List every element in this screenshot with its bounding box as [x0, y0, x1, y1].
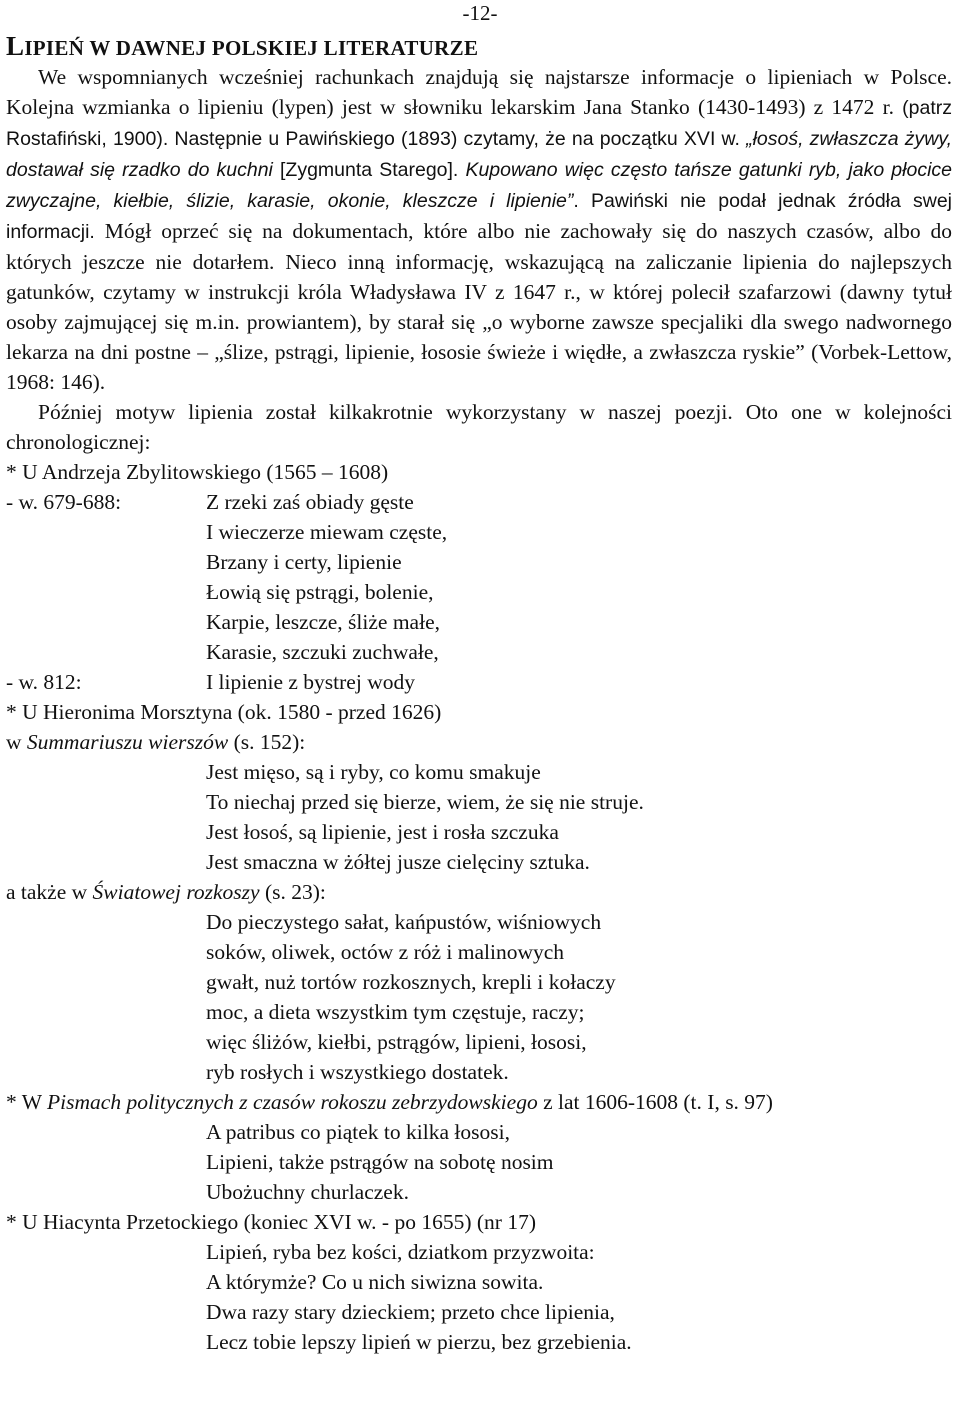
- verse-line: Jest łosoś, są lipienie, jest i rosła szczuka: [206, 820, 559, 844]
- verse-line: Ubożuchny churlaczek.: [206, 1180, 409, 1204]
- source-suffix: (s. 152):: [228, 730, 306, 754]
- verse-line: Łowią się pstrągi, bolenie,: [206, 580, 434, 604]
- verse-line: Lipieni, także pstrągów na sobotę nosim: [206, 1150, 554, 1174]
- source-prefix: * W: [6, 1090, 48, 1114]
- source-prefix: w: [6, 730, 27, 754]
- zbylitowski-header: * U Andrzeja Zbylitowskiego (1565 – 1608): [6, 460, 389, 484]
- verse-line: Karpie, leszcze, śliże małe,: [206, 610, 440, 634]
- verse-label: - w. 812:: [6, 670, 82, 694]
- source-prefix: a także w: [6, 880, 93, 904]
- verse-line: To niechaj przed się bierze, wiem, że się nie struje.: [206, 790, 644, 814]
- morsztyn-source-1: [6, 727, 952, 757]
- pisma-header: [6, 1087, 952, 1117]
- verse-line: więc śliżów, kiełbi, pstrągów, lipieni, łososi,: [206, 1030, 587, 1054]
- verse-line: ryb rosłych i wszystkiego dostatek.: [206, 1060, 509, 1084]
- verse-label: - w. 679-688:: [6, 490, 122, 514]
- morsztyn-source-2: [6, 877, 952, 907]
- verse-line: Dwa razy stary dzieckiem; przeto chce lipienia,: [206, 1300, 615, 1324]
- verse-row: [6, 487, 952, 517]
- poetry-intro-paragraph: Później motyw lipienia został kilkakrotnie wykorzystany w naszej poezji. Oto one w kolejności chronologicznej:: [6, 400, 952, 454]
- intro-text-g: Mógł oprzeć się na dokumentach, które albo nie zachowały się do naszych czasów, albo do których jeszcze nie dotarłem. Nieco inną informację, wskazującą na zaliczanie lipienia do najlepszych gatunków, czytamy w instrukcji króla Władysława IV z 1647 r., w której polecił szafarzowi (dawny tytuł osoby zajmującej się m.in. prowiantem), by starał się „o wyborne zawsze specjaliki dla swego nadwornego lekarza na dni postne – „ślize, pstrągi, lipienie, łososie świeże i więdłe, a zwłaszcza ryskie” (Vorbek-Lettow, 1968: 146).: [6, 219, 953, 394]
- verse-line: Jest mięso, są i ryby, co komu smakuje: [206, 760, 541, 784]
- verse-line: Do pieczystego sałat, kańpustów, wiśniowych: [206, 910, 602, 934]
- przetocki-header: * U Hiacynta Przetockiego (koniec XVI w. - po 1655) (nr 17): [6, 1210, 536, 1234]
- section-heading: [6, 32, 954, 62]
- verse-line: A którymże? Co u nich siwizna sowita.: [206, 1270, 544, 1294]
- quote-pawinski-1: „łosoś, zwłaszcza żywy, dostawał się rzadko do kuchni: [6, 128, 952, 181]
- intro-text-b: (patrz Rostafiński, 1900). Następnie u Pawińskiego (1893) czytamy, że na początku XVI w.: [6, 97, 952, 150]
- intro-text-f: . Pawiński nie podał jednak źródła swej informacji.: [6, 190, 953, 243]
- source-suffix: z lat 1606-1608 (t. I, s. 97): [537, 1090, 773, 1114]
- intro-paragraph: [6, 62, 952, 397]
- verse-line: Jest smaczna w żółtej jusze cielęciny sztuka.: [206, 850, 590, 874]
- heading-initial: L: [6, 31, 25, 61]
- source-title: Pismach politycznych z czasów rokoszu zebrzydowskiego: [47, 1090, 538, 1114]
- verse-line: gwałt, nuż tortów rozkosznych, krepli i kołaczy: [206, 970, 616, 994]
- source-title: Światowej rozkoszy: [92, 880, 260, 904]
- verse-line: moc, a dieta wszystkim tym częstuje, raczy;: [206, 1000, 585, 1024]
- verse-row: [6, 667, 952, 697]
- verse-line: A patribus co piątek to kilka łososi,: [206, 1120, 510, 1144]
- verse-line: Z rzeki zaś obiady gęste: [206, 490, 414, 514]
- verse-line: I lipienie z bystrej wody: [206, 670, 415, 694]
- body-text: [6, 62, 952, 1357]
- morsztyn-header: * U Hieronima Morsztyna (ok. 1580 - przed 1626): [6, 700, 442, 724]
- verse-line: Karasie, szczuki zuchwałe,: [206, 640, 439, 664]
- verse-line: I wieczerze miewam częste,: [206, 520, 448, 544]
- verse-line: Brzany i certy, lipienie: [206, 550, 402, 574]
- source-suffix: (s. 23):: [259, 880, 326, 904]
- verse-line: Lecz tobie lepszy lipień w pierzu, bez grzebienia.: [206, 1330, 632, 1354]
- intro-text-d: [Zygmunta Starego].: [272, 159, 466, 181]
- page-number: -12-: [462, 1, 498, 25]
- heading-rest: IPIEŃ W DAWNEJ POLSKIEJ LITERATURZE: [24, 36, 479, 60]
- intro-text-a: We wspomnianych wcześniej rachunkach znajdują się najstarsze informacje o lipieniach w Polsce. Kolejna wzmianka o lipieniu (lypen) jest w słowniku lekarskim Jana Stanko (1430-1493) z 1472 r.: [6, 65, 952, 119]
- verse-line: soków, oliwek, octów z róż i malinowych: [206, 940, 565, 964]
- verse-line: Lipień, ryba bez kości, dziatkom przyzwoita:: [206, 1240, 595, 1264]
- quote-pawinski-2: Kupowano więc często tańsze gatunki ryb, jako płocice zwyczajne, kiełbie, ślizie, karasie, okonie, kleszcze i lipienie”: [6, 159, 952, 212]
- source-title: Summariuszu wierszów: [26, 730, 229, 754]
